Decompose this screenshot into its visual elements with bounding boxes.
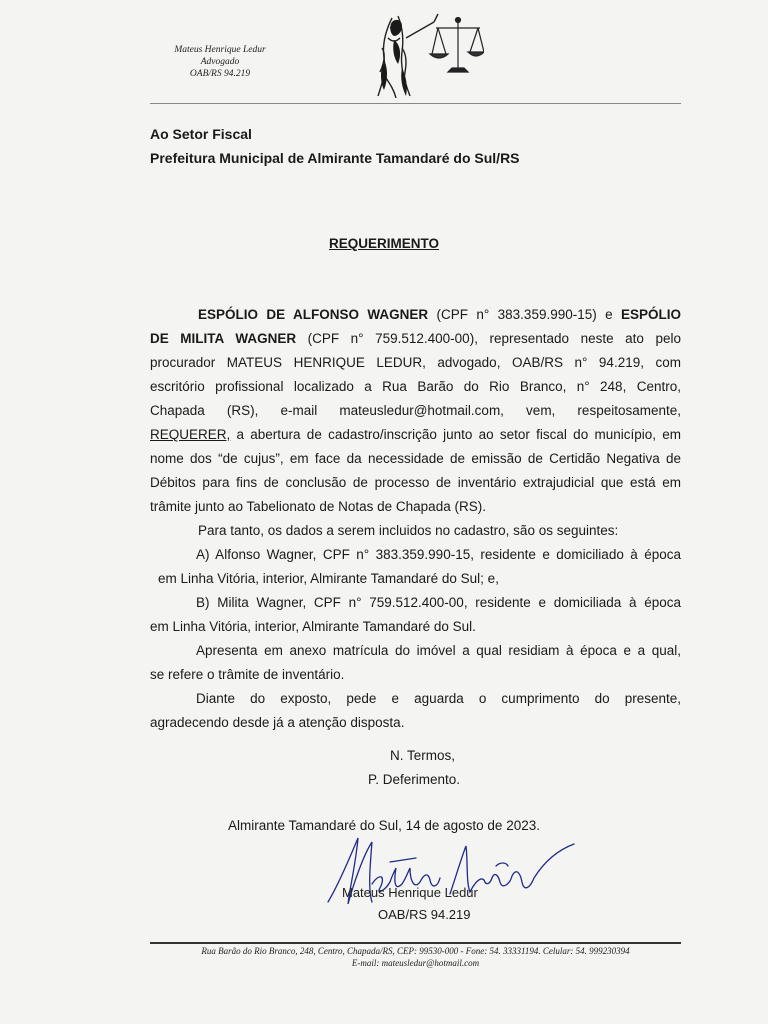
item-a-line: A) Alfonso Wagner, CPF n° 383.359.990-15, residente e domiciliado à época <box>196 547 681 562</box>
scales-of-justice-icon <box>372 8 484 100</box>
closing-terms: N. Termos, <box>390 748 456 763</box>
footer <box>150 945 681 969</box>
footer-divider <box>150 942 681 944</box>
body-paragraph: Para tanto, os dados a serem incluidos no cadastro, são os seguintes: <box>198 523 619 538</box>
body-text: (CPF n° 759.512.400-00), representado neste ato pelo <box>296 331 681 346</box>
item-a-line: em Linha Vitória, interior, Almirante Tamandaré do Sul; e, <box>158 571 499 586</box>
body-paragraph-line: trâmite junto ao Tabelionato de Notas de Chapada (RS). <box>150 499 486 514</box>
addressee-institution: Prefeitura Municipal de Almirante Tamandaré do Sul/RS <box>150 150 520 166</box>
date-location-line: Almirante Tamandaré do Sul, 14 de agosto de 2023. <box>228 818 540 833</box>
letterhead-identity <box>170 44 270 80</box>
signer-oab: OAB/RS 94.219 <box>378 907 471 922</box>
item-b-line: em Linha Vitória, interior, Almirante Tamandaré do Sul. <box>150 619 476 634</box>
body-text: (CPF n° 383.359.990-15) e <box>428 307 621 322</box>
body-paragraph-line <box>150 327 681 351</box>
closing-deferimento: P. Deferimento. <box>368 772 461 787</box>
estate-name-2-end: DE MILITA WAGNER <box>150 331 297 346</box>
document-title: REQUERIMENTO <box>328 236 439 251</box>
body-paragraph-line: Apresenta em anexo matrícula do imóvel a qual residiam à época e a qual, <box>196 643 681 658</box>
handwritten-signature <box>320 832 580 912</box>
estate-name-1: ESPÓLIO DE ALFONSO WAGNER <box>198 307 429 322</box>
body-paragraph-line: escritório profissional localizado a Rua Barão do Rio Branco, n° 248, Centro, <box>150 379 681 394</box>
body-paragraph-line: Débitos para fins de conclusão de processo de inventário extrajudicial que está em <box>150 475 681 490</box>
body-paragraph-line: Diante do exposto, pede e aguarda o cumprimento do presente, <box>196 691 681 706</box>
item-b-line: B) Milita Wagner, CPF n° 759.512.400-00, residente e domiciliada à época <box>196 595 681 610</box>
body-paragraph-line: agradecendo desde já a atenção disposta. <box>150 715 405 730</box>
addressee-department: Ao Setor Fiscal <box>150 126 252 142</box>
letterhead-name: Mateus Henrique Ledur <box>174 45 266 55</box>
signer-name: Mateus Henrique Ledur <box>342 885 478 900</box>
closing-block <box>368 744 460 792</box>
body-paragraph-line <box>150 423 681 447</box>
footer-email: E-mail: mateusledur@hotmail.com <box>351 958 480 968</box>
body-paragraph-line: nome dos “de cujus”, em face da necessidade de emissão de Certidão Negativa de <box>150 451 681 466</box>
header-divider <box>150 103 681 104</box>
letterhead-role: Advogado <box>200 57 240 67</box>
body-paragraph-line <box>150 303 681 327</box>
body-text: a abertura de cadastro/inscrição junto ao setor fiscal do município, em <box>230 427 681 442</box>
footer-address: Rua Barão do Rio Branco, 248, Centro, Chapada/RS, CEP: 99530-000 - Fone: 54. 33331194. Celular: 54. 999230394 <box>201 946 630 956</box>
request-verb: REQUERER, <box>150 427 231 442</box>
addressee-block <box>150 122 520 170</box>
estate-name-2-start: ESPÓLIO <box>621 307 682 322</box>
letterhead-oab: OAB/RS 94.219 <box>189 69 251 79</box>
body-paragraph-line: procurador MATEUS HENRIQUE LEDUR, advogado, OAB/RS n° 94.219, com <box>150 355 681 370</box>
body-paragraph-line: se refere o trâmite de inventário. <box>150 667 345 682</box>
body-paragraph-line: Chapada (RS), e-mail mateusledur@hotmail.com, vem, respeitosamente, <box>150 403 681 418</box>
document-body <box>150 303 681 735</box>
